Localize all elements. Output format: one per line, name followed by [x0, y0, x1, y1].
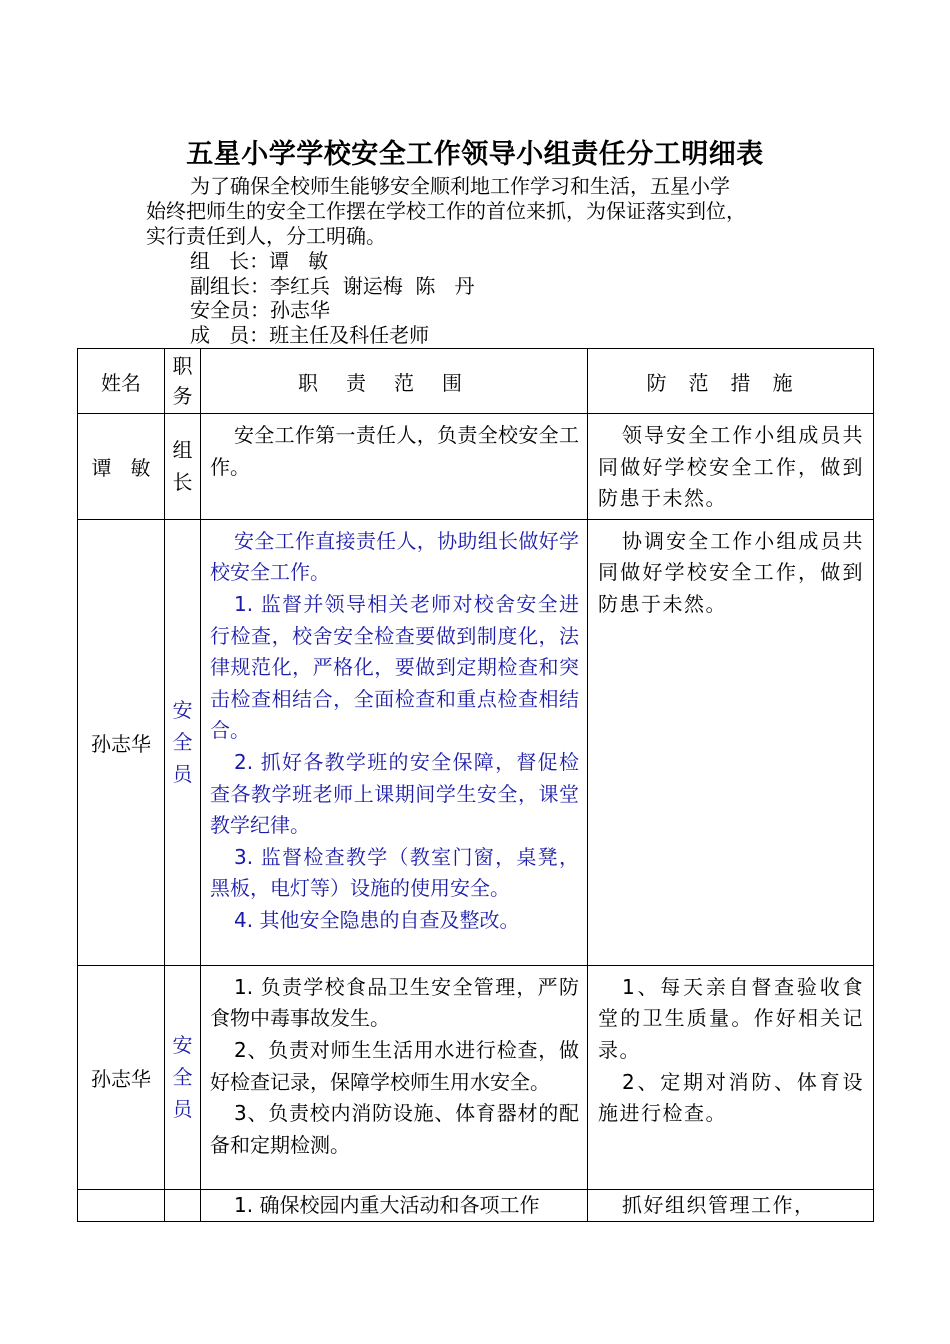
responsibility-text: 3. 监督检查教学（教室门窗，桌凳，黑板，电灯等）设施的使用安全。	[210, 844, 579, 901]
header-role-line: 职	[172, 354, 193, 378]
prevention-text: 2、定期对消防、体育设施进行检查。	[598, 1069, 864, 1126]
header-responsibility-text: 职责范围	[298, 370, 490, 395]
deputy-line: 副组长：李红兵 谢运梅 陈 丹	[190, 273, 475, 298]
document-title: 五星小学学校安全工作领导小组责任分工明细表	[186, 139, 764, 170]
responsibility-text: 1. 负责学校食品卫生安全管理，严防食物中毒事故发生。	[210, 974, 579, 1031]
table-header-row	[78, 349, 874, 414]
header-responsibility	[201, 349, 588, 414]
intro-line: 始终把师生的安全工作摆在学校工作的首位来抓，为保证落实到位，	[146, 199, 746, 223]
member-list	[190, 249, 475, 347]
role-char: 长	[172, 470, 193, 495]
name-cell: 孙志华	[78, 519, 165, 965]
role-char: 员	[172, 1097, 193, 1122]
table-row	[78, 519, 874, 965]
role-cell	[165, 519, 201, 965]
leader-line: 组 长：谭 敏	[190, 249, 329, 273]
responsibility-text: 安全工作第一责任人，负责全校安全工作。	[210, 423, 579, 479]
table-row	[78, 965, 874, 1189]
responsibility-text: 3、负责校内消防设施、体育器材的配备和定期检测。	[210, 1101, 579, 1157]
role-char: 全	[172, 730, 193, 755]
name-cell	[78, 1189, 165, 1222]
header-role	[165, 349, 201, 414]
safety-officer-line: 安全员：孙志华	[190, 298, 330, 322]
table-row	[78, 1189, 874, 1222]
prevention-cell	[588, 519, 874, 965]
responsibility-cell	[201, 965, 588, 1189]
role-char: 组	[172, 438, 193, 463]
prevention-text: 1、每天亲自督查验收食堂的卫生质量。作好相关记录。	[598, 974, 864, 1062]
responsibility-cell	[201, 519, 588, 965]
header-name: 姓名	[78, 349, 165, 414]
name-cell: 谭 敏	[78, 414, 165, 520]
responsibility-text: 2. 抓好各教学班的安全保障，督促检查各教学班老师上课期间学生安全，课堂教学纪律。	[210, 749, 579, 838]
table-row	[78, 414, 874, 520]
name-cell: 孙志华	[78, 965, 165, 1189]
responsibility-text: 1. 监督并领导相关老师对校舍安全进行检查，校舍安全检查要做到制度化，法律规范化，严格化，要做到定期检查和突击检查相结合，全面检查和重点检查相结合。	[210, 591, 579, 743]
role-cell	[165, 414, 201, 520]
responsibility-text: 4. 其他安全隐患的自查及整改。	[234, 907, 520, 932]
responsibility-cell	[201, 414, 588, 520]
role-char: 员	[172, 762, 193, 787]
role-cell	[165, 1189, 201, 1222]
intro-paragraph	[146, 174, 806, 249]
header-role-line: 务	[172, 384, 193, 408]
role-char: 安	[172, 698, 193, 723]
role-cell	[165, 965, 201, 1189]
prevention-cell	[588, 1189, 874, 1222]
header-prevention	[588, 349, 874, 414]
responsibility-cell	[201, 1189, 588, 1222]
role-char: 全	[172, 1065, 193, 1090]
prevention-text: 领导安全工作小组成员共同做好学校安全工作，做到防患于未然。	[598, 423, 864, 511]
role-char: 安	[172, 1033, 193, 1058]
responsibility-text: 1. 确保校园内重大活动和各项工作	[234, 1192, 540, 1217]
responsibility-text: 安全工作直接责任人，协助组长做好学校安全工作。	[210, 528, 579, 585]
staff-line: 成 员：班主任及科任老师	[190, 322, 430, 347]
prevention-cell	[588, 965, 874, 1189]
duty-table	[77, 348, 874, 1222]
prevention-text: 抓好组织管理工作，	[622, 1192, 816, 1217]
intro-line: 实行责任到人，分工明确。	[146, 224, 386, 248]
intro-line: 为了确保全校师生能够安全顺利地工作学习和生活，五星小学	[190, 174, 730, 198]
prevention-cell	[588, 414, 874, 520]
prevention-text: 协调安全工作小组成员共同做好学校安全工作，做到防患于未然。	[598, 528, 864, 616]
header-prevention-text: 防范措施	[646, 370, 815, 395]
responsibility-text: 2、负责对师生生活用水进行检查，做好检查记录，保障学校师生用水安全。	[210, 1037, 579, 1094]
